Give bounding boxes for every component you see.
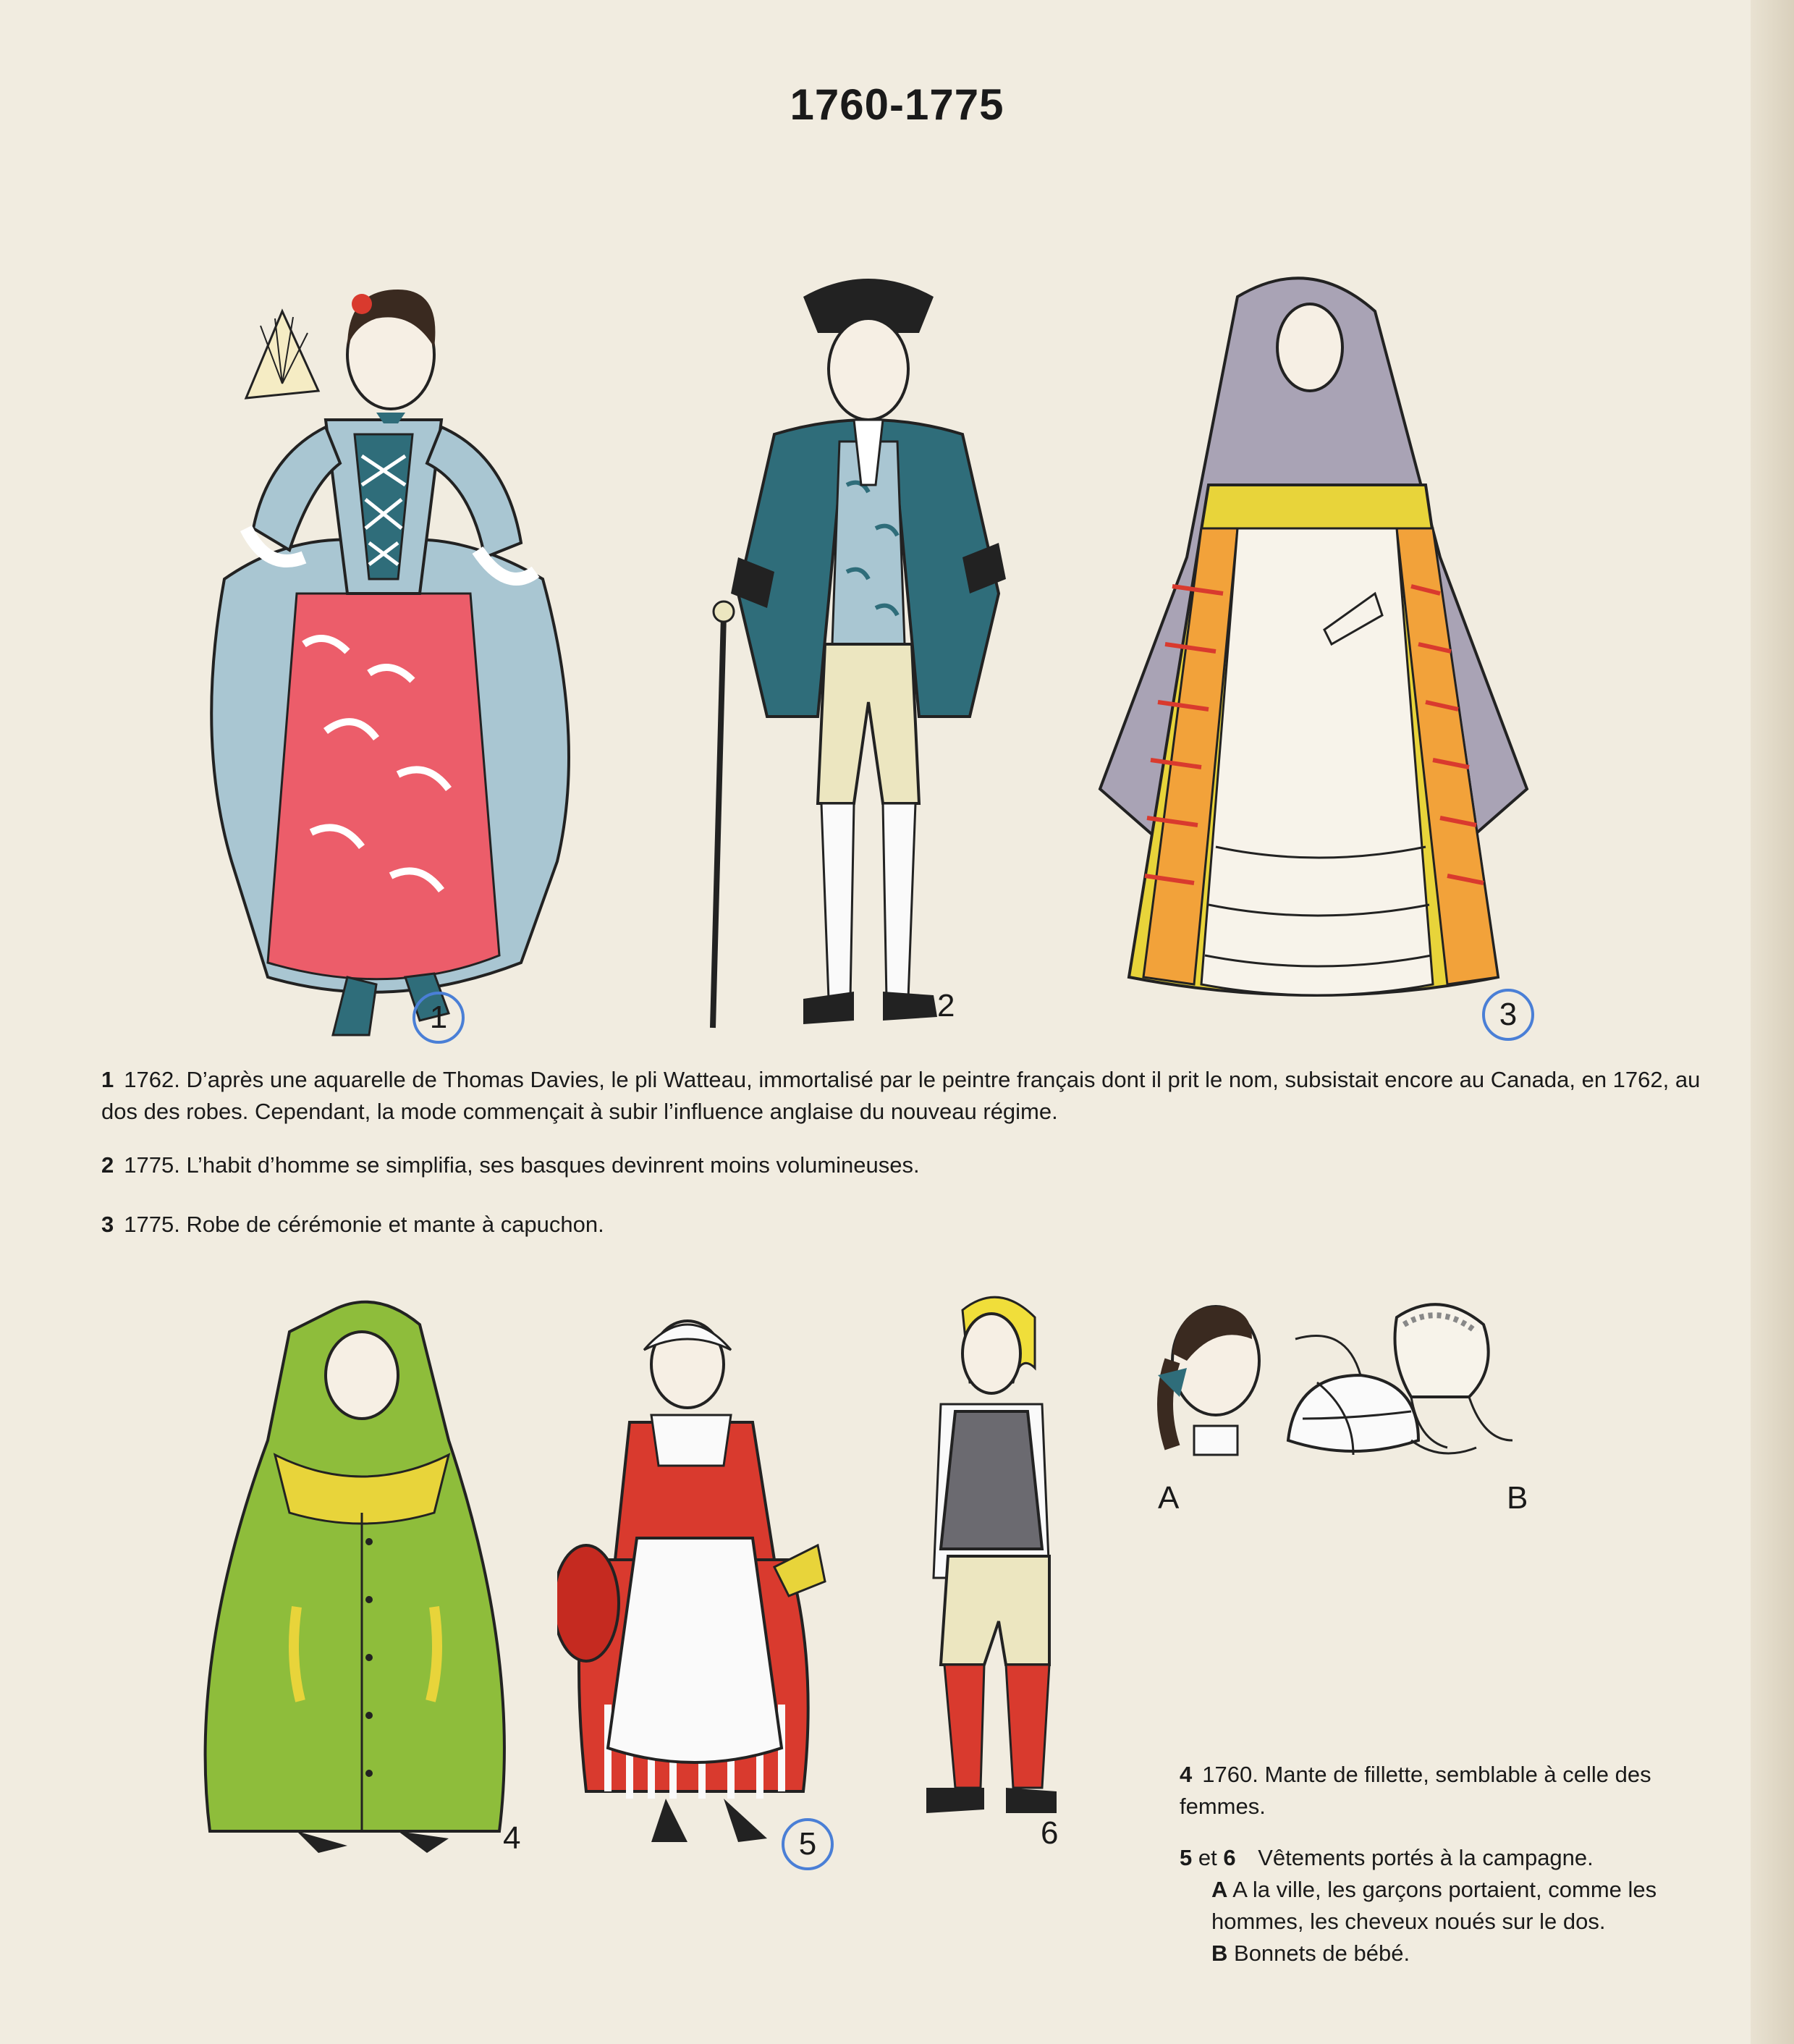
illustration-girl-apron (557, 1299, 832, 1864)
caption-b-label: B (1211, 1940, 1228, 1966)
illustration-girl-green-cape (188, 1296, 521, 1860)
caption-1 (101, 1064, 1722, 1128)
figure-number-1: 1 (412, 992, 465, 1044)
caption-2-text: 1775. L’habit d’homme se simplifia, ses basques devinrent moins volumineuses. (124, 1152, 920, 1178)
caption-b-text: Bonnets de bébé. (1234, 1940, 1410, 1966)
caption-5-6 (1180, 1842, 1730, 1969)
figure-label-b: B (1507, 1480, 1528, 1516)
figure-number-6: 6 (1041, 1815, 1059, 1851)
figure-number-4: 4 (503, 1820, 521, 1856)
caption-a (1180, 1874, 1730, 1938)
figure-number-5: 5 (782, 1818, 834, 1870)
caption-5-6-text: Vêtements portés à la campagne. (1258, 1845, 1594, 1870)
figure-number-2: 2 (937, 988, 955, 1023)
caption-5-number: 5 (1180, 1845, 1193, 1870)
illustration-baby-bonnets (1274, 1296, 1534, 1498)
caption-1-text: 1762. D’après une aquarelle de Thomas Davies, le pli Watteau, immortalisé par le peintre français dont il prit le nom, subsistait encore au Canada, en 1762, au dos des robes. Cependant, la mode commençait à subir l’influence anglaise du nouveau régime. (101, 1067, 1701, 1124)
caption-3-text: 1775. Robe de cérémonie et mante à capuchon. (124, 1212, 604, 1237)
caption-b (1180, 1938, 1730, 1969)
illustration-woman-hooded-cape (1093, 268, 1541, 1035)
illustration-woman-fan (181, 268, 586, 1050)
caption-5-6-connector: et (1192, 1845, 1224, 1870)
illustration-man-cane (680, 268, 1057, 1050)
caption-3 (101, 1209, 1722, 1241)
illustration-boy-vest (912, 1288, 1071, 1853)
figure-number-3: 3 (1482, 989, 1534, 1041)
caption-4-number: 4 (1180, 1762, 1193, 1787)
caption-6-number: 6 (1223, 1845, 1236, 1870)
caption-2-number: 2 (101, 1152, 114, 1178)
caption-a-label: A (1211, 1877, 1228, 1902)
caption-4 (1180, 1759, 1730, 1823)
caption-4-text: 1760. Mante de fillette, semblable à celle des femmes. (1180, 1762, 1651, 1819)
illustration-boy-head-tied-hair (1129, 1288, 1288, 1462)
caption-1-number: 1 (101, 1067, 114, 1092)
caption-2 (101, 1149, 1722, 1181)
figure-label-a: A (1158, 1480, 1180, 1516)
caption-a-text: A la ville, les garçons portaient, comme les hommes, les cheveux noués sur le dos. (1211, 1877, 1657, 1934)
page-edge (1751, 0, 1794, 2044)
caption-3-number: 3 (101, 1212, 114, 1237)
page-title: 1760-1775 (790, 80, 1004, 129)
